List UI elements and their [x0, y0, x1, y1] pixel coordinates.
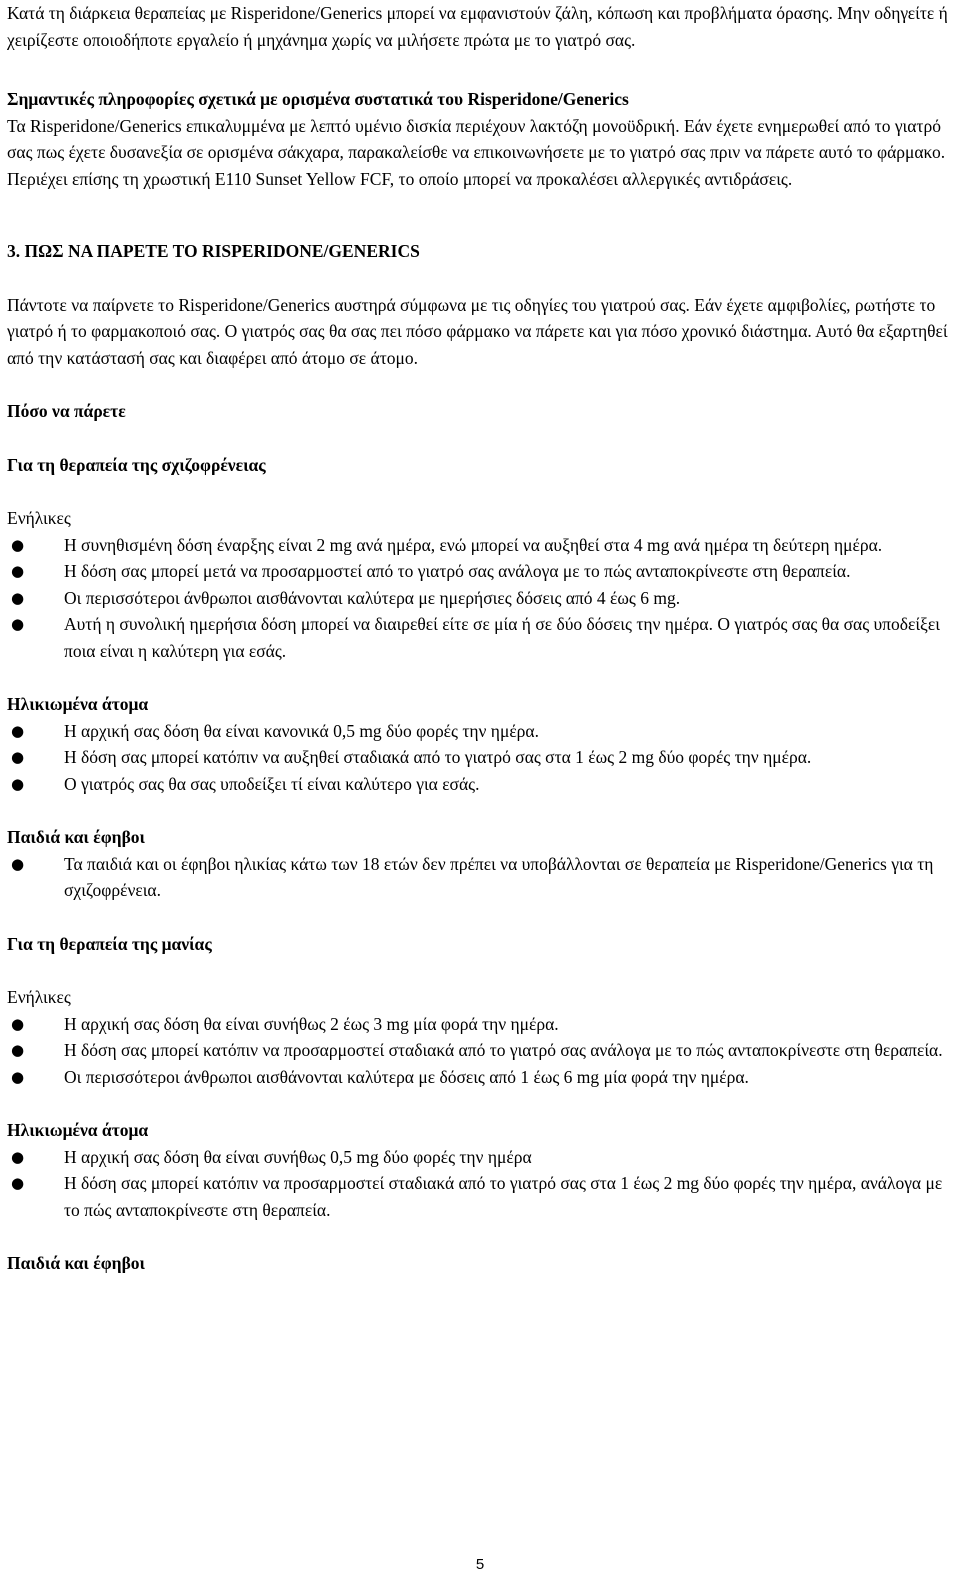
document-page	[7, 0, 955, 1277]
bullet-icon: ●	[11, 1041, 25, 1059]
list-item: ● Οι περισσότεροι άνθρωποι αισθάνονται καλύτερα με δόσεις από 1 έως 6 mg μία φορά την ημέρα.	[7, 1064, 955, 1091]
list-item: ● Αυτή η συνολική ημερήσια δόση μπορεί να διαιρεθεί είτε σε μία ή σε δύο δόσεις την ημέρα. Ο γιατρός σας θα σας υποδείξει ποια είναι η καλύτερη για εσάς.	[7, 611, 955, 664]
schizophrenia-children-list	[7, 851, 955, 904]
bullet-icon: ●	[11, 854, 25, 873]
bullet-icon: ●	[11, 774, 25, 793]
schizophrenia-heading: Για τη θεραπεία της σχιζοφρένειας	[7, 454, 266, 475]
list-item: ● Η συνηθισμένη δόση έναρξης είναι 2 mg ανά ημέρα, ενώ μπορεί να αυξηθεί στα 4 mg ανά ημέρα τη δεύτερη ημέρα.	[7, 532, 955, 559]
schizophrenia-children-label: Παιδιά και έφηβοι	[7, 827, 145, 847]
list-item: ● Η αρχική σας δόση θα είναι συνήθως 2 έως 3 mg μία φορά την ημέρα.	[7, 1011, 955, 1038]
important-info-text: Τα Risperidone/Generics επικαλυμμένα με λεπτό υμένιο δισκία περιέχουν λακτόζη μονοϋδρική. Εάν έχετε ενημερωθεί από το γιατρό σας πως έχετε δυσανεξία σε ορισμένα σάκχαρα, παρακαλείσθε να επικοινωνήσετε με το γιατρό σας πριν να πάρετε αυτό το φάρμακο. Περιέχει επίσης τη χρωστική E110 Sunset Yellow FCF, το οποίο μπορεί να προκαλέσει αλλεργικές αντιδράσεις.	[7, 115, 946, 189]
list-item: ● Η δόση σας μπορεί κατόπιν να προσαρμοστεί σταδιακά από το γιατρό σας στα 1 έως 2 mg δύο φορές την ημέρα, ανάλογα με το πώς ανταποκρίνεστε στη θεραπεία.	[7, 1170, 955, 1223]
list-item: ● Οι περισσότεροι άνθρωποι αισθάνονται καλύτερα με ημερήσιες δόσεις από 4 έως 6 mg.	[7, 585, 955, 612]
bullet-icon: ●	[11, 721, 25, 740]
bullet-icon: ●	[11, 1147, 25, 1166]
list-item: ● Τα παιδιά και οι έφηβοι ηλικίας κάτω των 18 ετών δεν πρέπει να υποβάλλονται σε θεραπεία με Risperidone/Generics για τη σχιζοφρένεια.	[7, 851, 955, 904]
list-item: ● Η δόση σας μπορεί κατόπιν να προσαρμοστεί σταδιακά από το γιατρό σας ανάλογα με το πώς ανταποκρίνεστε στη θεραπεία.	[7, 1037, 955, 1064]
important-info-heading: Σημαντικές πληροφορίες σχετικά με ορισμένα συστατικά του Risperidone/Generics	[7, 89, 629, 109]
bullet-icon: ●	[11, 535, 25, 554]
list-item: ● Η αρχική σας δόση θα είναι συνήθως 0,5 mg δύο φορές την ημέρα	[7, 1144, 955, 1171]
list-item: ● Ο γιατρός σας θα σας υποδείξει τί είναι καλύτερο για εσάς.	[7, 771, 955, 798]
schizophrenia-elderly-label: Ηλικιωμένα άτομα	[7, 694, 149, 714]
list-item: ● Η δόση σας μπορεί κατόπιν να αυξηθεί σταδιακά από το γιατρό σας στα 1 έως 2 mg δύο φορές την ημέρα.	[7, 744, 955, 771]
bullet-icon: ●	[11, 562, 25, 580]
intro-paragraph: Κατά τη διάρκεια θεραπείας με Risperidone/Generics μπορεί να εμφανιστούν ζάλη, κόπωση και προβλήματα όρασης. Μην οδηγείτε ή χειρίζεστε οποιοδήποτε εργαλείο ή μηχάνημα χωρίς να μιλήσετε πρώτα με το γιατρό σας.	[7, 3, 948, 50]
schizophrenia-adults-label: Ενήλικες	[7, 508, 71, 528]
mania-elderly-list	[7, 1144, 955, 1224]
mania-heading: Για τη θεραπεία της μανίας	[7, 933, 212, 954]
bullet-icon: ●	[11, 615, 25, 633]
section-3-heading: 3. ΠΩΣ ΝΑ ΠΑΡΕΤΕ ΤΟ RISPERIDONE/GENERICS	[7, 241, 420, 261]
list-item: ● Η δόση σας μπορεί μετά να προσαρμοστεί από το γιατρό σας ανάλογα με το πώς ανταποκρίνεστε στη θεραπεία.	[7, 558, 955, 585]
mania-elderly-label: Ηλικιωμένα άτομα	[7, 1120, 149, 1140]
mania-adults-list	[7, 1011, 955, 1091]
schizophrenia-adults-list	[7, 532, 955, 665]
dose-heading: Πόσο να πάρετε	[7, 401, 126, 421]
bullet-icon: ●	[11, 1174, 25, 1192]
bullet-icon: ●	[11, 1067, 25, 1086]
list-item: ● Η αρχική σας δόση θα είναι κανονικά 0,5 mg δύο φορές την ημέρα.	[7, 718, 955, 745]
bullet-icon: ●	[11, 1014, 25, 1033]
schizophrenia-elderly-list	[7, 718, 955, 798]
bullet-icon: ●	[11, 588, 25, 607]
page-number: 5	[475, 1556, 485, 1573]
mania-adults-label: Ενήλικες	[7, 987, 71, 1007]
mania-children-label: Παιδιά και έφηβοι	[7, 1253, 145, 1273]
bullet-icon: ●	[11, 748, 25, 766]
section-3-text: Πάντοτε να παίρνετε το Risperidone/Generics αυστηρά σύμφωνα με τις οδηγίες του γιατρού σας. Εάν έχετε αμφιβολίες, ρωτήστε το γιατρό ή το φαρμακοποιό σας. Ο γιατρός σας θα σας πει πόσο φάρμακο να πάρετε και για πόσο χρονικό διάστημα. Αυτό θα εξαρτηθεί από την κατάστασή σας και διαφέρει από άτομο σε άτομο.	[7, 294, 948, 368]
